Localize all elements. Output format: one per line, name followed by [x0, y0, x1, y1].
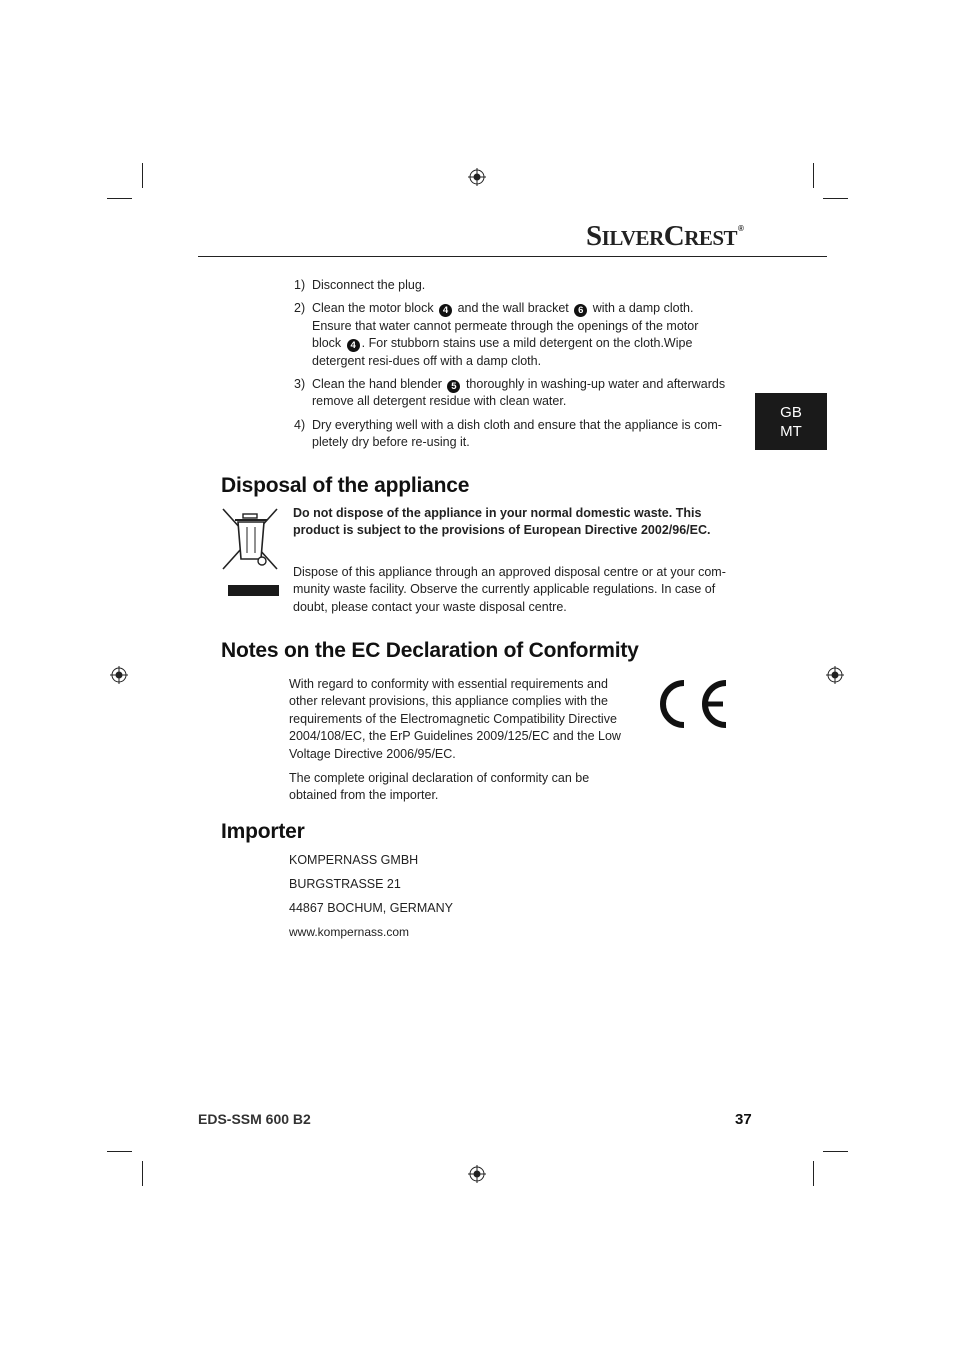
step-text: with a damp cloth.: [592, 301, 694, 316]
list-item: [290, 277, 728, 294]
section-heading: Importer: [221, 820, 305, 843]
ce-mark-icon: [656, 678, 730, 730]
section-heading: Notes on the EC Declaration of Conformity: [221, 639, 639, 662]
conformity-text: With regard to conformity with essential requirements and other relevant provisions, this appliance complies with the requirements of the Electromagnetic Compatibility Directive 2004/108/EC, the ErP Guidelines 2009/125/EC and the Low Voltage Directive 2006/95/EC.: [289, 677, 621, 761]
list-item: [290, 300, 728, 370]
header-rule: [198, 256, 827, 257]
crop-mark: [107, 198, 132, 199]
cleaning-steps-list: [290, 277, 728, 458]
step-number: 3): [294, 377, 306, 392]
registration-mark-icon: [468, 168, 486, 186]
step-text: Clean the hand blender: [312, 377, 442, 392]
language-tab: [755, 393, 827, 450]
section-heading: Disposal of the appliance: [221, 474, 470, 497]
importer-street: BURGSTRASSE 21: [289, 877, 401, 891]
step-number: 4): [294, 417, 306, 432]
language-code: GB: [780, 404, 802, 421]
list-item: [290, 376, 728, 411]
list-item: [290, 417, 728, 452]
disposal-warning: Do not dispose of the appliance in your normal domestic waste. This product is subject to the provisions of European Directive 2002/96/EC.: [293, 506, 711, 538]
registration-mark-icon: [468, 1165, 486, 1183]
crop-mark: [107, 1151, 132, 1152]
crop-mark: [813, 163, 814, 188]
brand-logo: SILVERCREST®: [586, 220, 744, 252]
part-number-badge: 4: [439, 304, 452, 317]
step-text: Ensure that water cannot permeate through the openings of the motor block: [312, 318, 699, 351]
step-number: 2): [294, 301, 306, 316]
part-number-badge: 6: [574, 304, 587, 317]
crossed-out-wheelie-bin-icon: [221, 507, 281, 597]
step-number: 1): [294, 278, 306, 292]
crop-mark: [823, 1151, 848, 1152]
step-text: Disconnect the plug.: [312, 278, 426, 292]
step-text: and the wall bracket: [457, 301, 569, 316]
importer-city: 44867 BOCHUM, GERMANY: [289, 901, 453, 915]
step-text: thoroughly in washing-up water and afterwards remove all detergent residue with clean water.: [312, 377, 726, 409]
step-text: Clean the motor block: [312, 301, 434, 316]
crop-mark: [813, 1161, 814, 1186]
language-code: MT: [780, 423, 802, 440]
step-text: . For stubborn stains use a mild detergent on the cloth.Wipe detergent resi-dues off with a damp cloth.: [312, 336, 693, 368]
registration-mark-icon: [826, 666, 844, 684]
part-number-badge: 5: [447, 380, 460, 393]
crop-mark: [142, 163, 143, 188]
importer-company: KOMPERNASS GMBH: [289, 853, 419, 867]
disposal-text: Dispose of this appliance through an approved disposal centre or at your com-munity waste facility. Observe the currently applicable regulations. In case of doubt, please contact your waste disposal centre.: [293, 565, 726, 614]
crop-mark: [142, 1161, 143, 1186]
registration-mark-icon: [110, 666, 128, 684]
importer-website: www.kompernass.com: [289, 925, 410, 939]
step-text: Dry everything well with a dish cloth and ensure that the appliance is com-pletely dry before re-using it.: [312, 417, 722, 450]
page-number: 37: [735, 1111, 752, 1128]
model-number: EDS-SSM 600 B2: [198, 1111, 311, 1127]
crop-mark: [823, 198, 848, 199]
conformity-text: The complete original declaration of conformity can be obtained from the importer.: [289, 771, 590, 803]
part-number-badge: 4: [347, 339, 360, 352]
